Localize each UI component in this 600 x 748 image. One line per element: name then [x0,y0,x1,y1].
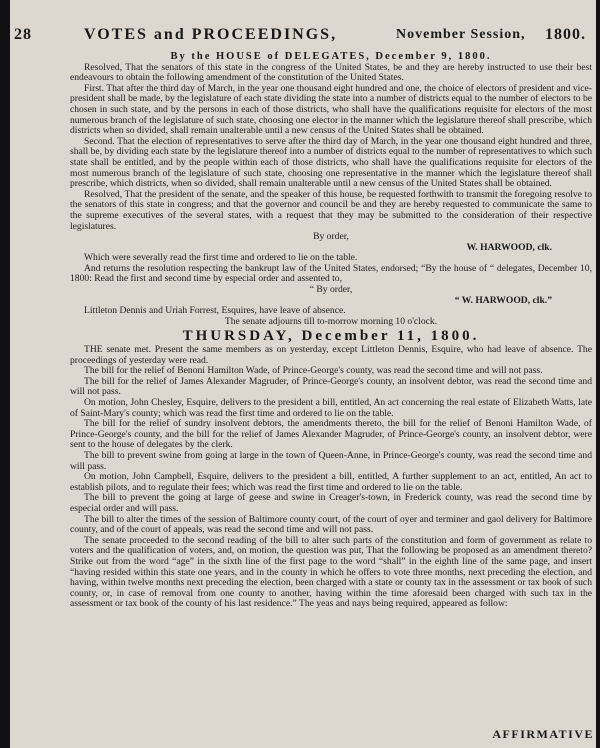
paragraph-resolved-2: Resolved, That the president of the senate, and the speaker of this house, be requested forthwith to transmit the foregoing resolve to the senators of this state in congress; and that the governor and council be and they are hereby requested to communicate the same to the supreme executives of the several states, with a request that they may be submitted to the consideration of their respective legislatures. [70,188,592,232]
paragraph-first: First. That after the third day of March, in the year one thousand eight hundred and one, the choice of electors of president and vice-president shall be made, by the legislature of each state dividing the state into a number of districts equal to the number of electors to be chosen in such state, and by the persons in each of those districts, who shall have the qualifications requisite for electors of the most numerous branch of the legislature of such state, choosing one elector in the manner which the legislature thereof shall prescribe, which districts when so divided, shall remain unalterable until a new census of the United States shall be obtained. [70,82,592,137]
thursday-paragraph-4: On motion, John Chesley, Esquire, delivers to the president a bill, entitled, An act concerning the real estate of Elizabeth Watts, late of Saint-Mary's county; which was read the first time and ordered to lie on the table. [70,397,592,419]
page-body [70,52,592,610]
house-byline: By the HOUSE of DELEGATES, December 9, 1800. [170,51,492,62]
thursday-paragraph-9: The bill to alter the times of the session of Baltimore county court, of the court of oyer and terminer and gaol delivery for Baltimore county, and of the court of appeals, was read the second time and will not pass. [70,513,592,536]
day-heading: THURSDAY, December 11, 1800. [182,328,480,345]
thursday-paragraph-1: THE senate met. Present the same members as on yesterday, except Littleton Dennis, Esquire, who had leave of absence. The proceedings of yesterday were read. [70,344,592,366]
thursday-paragraph-5: The bill for the relief of sundry insolvent debtors, the amendments thereto, the bill for the relief of Benoni Hamilton Wade, of Prince-George's county, and the bill for the relief of James Alexander Magruder, of Prince-George's county, an insolvent debtor, were sent to the house of delegates by the clerk. [70,418,592,451]
header-year: 1800. [545,26,586,43]
thursday-paragraph-3: The bill for the relief of James Alexander Magruder, of Prince-George's county, an insolvent debtor, was read the second time and will not pass. [70,375,592,398]
thursday-paragraph-10: The senate proceeded to the second reading of the bill to alter such parts of the constitution and form of government as relate to voters and the qualification of voters, and, on motion, the question was put, That the following be proposed as an amendment thereto? Strike out from the word “age” in the sixth line of the first page to the word “shall” in the eighth line of the same page, and insert “having resided within this state one years, and in the county in which he offers to vote three months, next preceding the election, and having, within twelve months next preceding the election, been charged with a state or county tax in the assessment or tax book of such county, or, in case of removal from one county to another, having within the time aforesaid been charged with such tax in the assessment or tax book of the county of his last residence.” The yeas and nays being required, appeared as follow: [70,534,592,610]
thursday-paragraph-6: The bill to prevent swine from going at large in the town of Queen-Anne, in Prince-George's county, was read the second time and will pass. [70,449,592,472]
catchword: AFFIRMATIVE [492,727,594,741]
read-line: Which were severally read the first time and ordered to lie on the table. [84,252,358,264]
header-session: November Session, [396,27,526,42]
scan-right-edge [596,0,600,748]
signature-2: “ W. HARWOOD, clk.” [454,294,552,306]
by-order-2: “ By order, [309,284,353,296]
thursday-paragraph-7: On motion, John Campbell, Esquire, delivers to the president a bill, entitled, A further supplement to an act, entitled, An act to establish pilots, and to regulate their fees; which was read the first time and ordered to lie on the table. [70,471,592,493]
thursday-paragraph-8: The bill to prevent the going at large of geese and swine in Creager's-town, in Frederick county, was read the second time by especial order and will pass. [70,492,592,514]
leave-line: Littleton Dennis and Uriah Forrest, Esquires, have leave of absence. [84,305,346,317]
paragraph-second: Second. That the election of representatives to serve after the third day of March, in the year one thousand eight hundred and three, shall be, by dividing each state by the legislature thereof into a number of districts equal to the number of representatives to which such state shall be entitled, and by the people within each of those districts, who shall have the qualifications requisite for electors of the most numerous branch of the legislature of such state, choosing one representative in the manner which the legislature thereof shall prescribe, which districts, when so divided, shall remain unalterable until a new census of the United States shall be obtained. [70,135,592,190]
by-order-1: By order, [313,231,349,243]
running-header [14,26,586,48]
paragraph-resolved-1: Resolved, That the senators of this state in the congress of the United States, be and they are hereby instructed to use their best endeavours to obtain the following amendment of the constitution of the United States. [70,61,592,84]
returns-line: And returns the resolution respecting the bankrupt law of the United States, endorsed; “By the house of “ delegates, December 10, 1800: Read the first and second time by especial order and assented to, [70,262,592,285]
adjourn-line: The senate adjourns till to-morrow morning 10 o'clock. [224,315,438,327]
header-title: VOTES and PROCEEDINGS, [84,26,338,43]
signature-1: W. HARWOOD, clk. [466,241,552,253]
page-number: 28 [14,26,32,43]
scan-left-edge [0,0,10,748]
thursday-paragraph-2: The bill for the relief of Benoni Hamilton Wade, of Prince-George's county, was read the second time and will not pass. [84,365,543,377]
